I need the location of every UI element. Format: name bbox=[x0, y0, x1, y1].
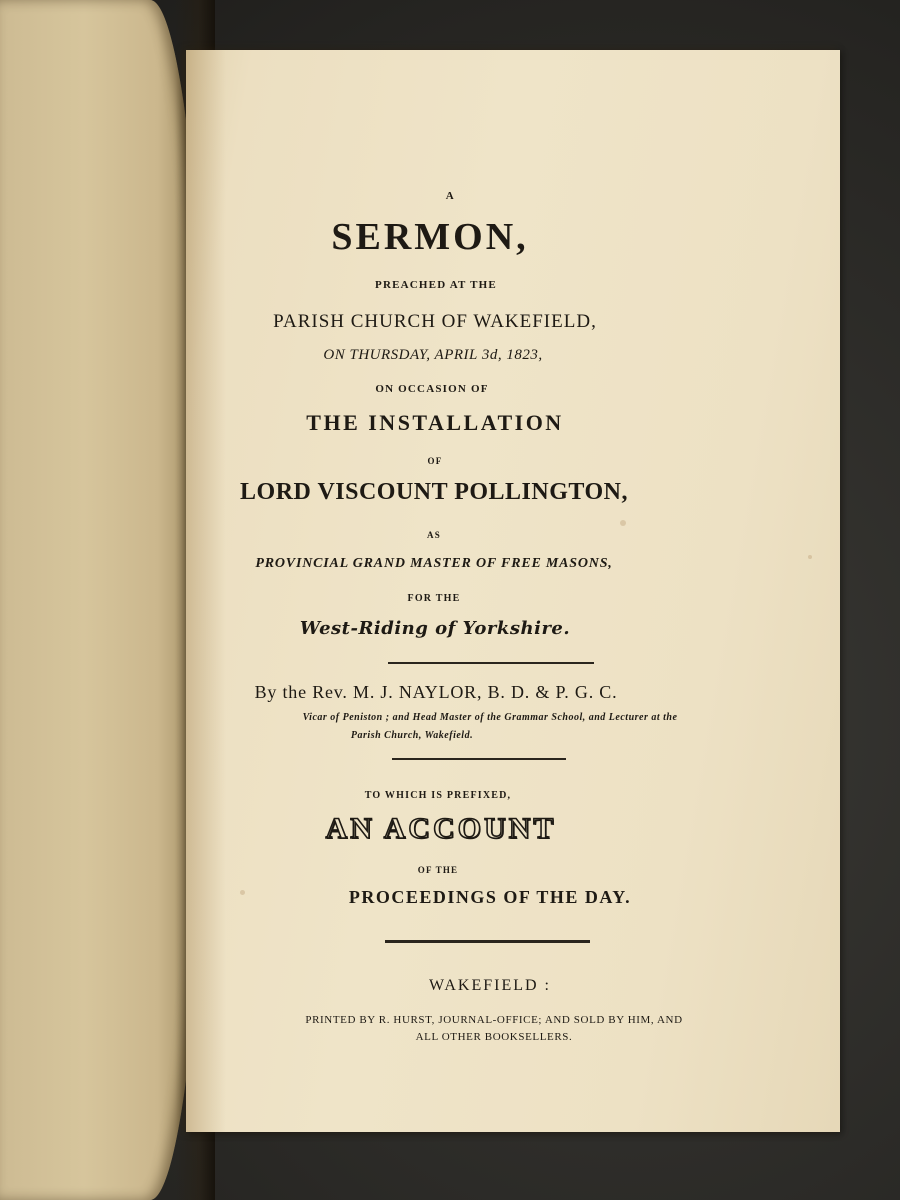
church-line: PARISH CHURCH OF WAKEFIELD, bbox=[273, 311, 597, 332]
vicar-line-2: Parish Church, Wakefield. bbox=[350, 730, 474, 741]
article-a: A bbox=[445, 190, 455, 202]
gutter-shade bbox=[186, 50, 226, 1132]
west-riding-line: West-Riding of Yorkshire. bbox=[299, 618, 571, 639]
installation-heading: THE INSTALLATION bbox=[306, 410, 564, 435]
prefixed-line: TO WHICH IS PREFIXED, bbox=[364, 790, 512, 801]
of-the-line: OF THE bbox=[417, 865, 459, 875]
divider-rule bbox=[388, 662, 594, 664]
vicar-line-1: Vicar of Peniston ; and Head Master of the Grammar School, and Lecturer at the bbox=[302, 712, 678, 723]
preached-at: PREACHED AT THE bbox=[375, 279, 497, 291]
divider-rule bbox=[392, 758, 566, 760]
account-heading: AN ACCOUNT bbox=[325, 812, 557, 845]
for-the-line: FOR THE bbox=[407, 593, 461, 604]
proceedings-heading: PROCEEDINGS OF THE DAY. bbox=[348, 887, 632, 907]
author-line: By the Rev. M. J. NAYLOR, B. D. & P. G. C. bbox=[254, 682, 618, 702]
lord-heading: LORD VISCOUNT POLLINGTON, bbox=[240, 479, 628, 505]
printer-line-2: ALL OTHER BOOKSELLERS. bbox=[415, 1031, 573, 1043]
place-line: WAKEFIELD : bbox=[429, 977, 551, 994]
divider-rule-thick bbox=[385, 940, 590, 943]
foxing-spot bbox=[620, 520, 626, 526]
provincial-line: PROVINCIAL GRAND MASTER OF FREE MASONS, bbox=[255, 556, 613, 571]
date-line: ON THURSDAY, APRIL 3d, 1823, bbox=[323, 347, 543, 363]
of-line: OF bbox=[427, 456, 443, 466]
as-line: AS bbox=[427, 530, 441, 540]
occasion-line: ON OCCASION OF bbox=[375, 383, 489, 395]
title-page bbox=[186, 50, 840, 1132]
printer-line-1: PRINTED BY R. HURST, JOURNAL-OFFICE; AND SOLD BY HIM, AND bbox=[305, 1014, 683, 1026]
sermon-heading: SERMON, bbox=[331, 216, 529, 258]
